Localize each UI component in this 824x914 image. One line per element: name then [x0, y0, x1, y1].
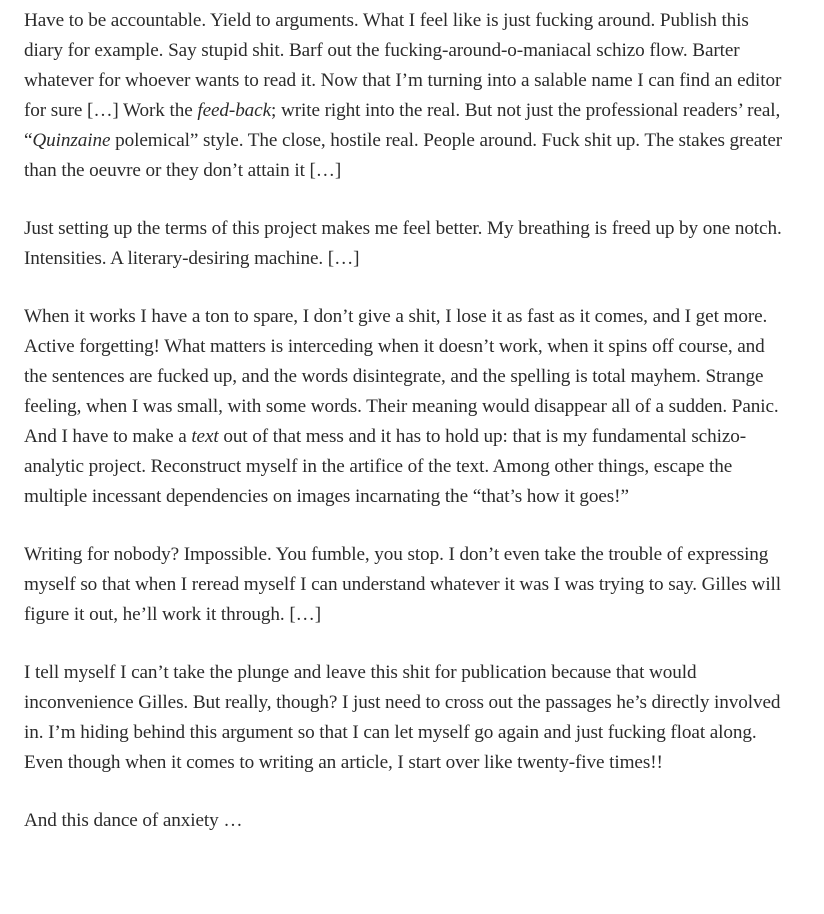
paragraph-2	[24, 214, 784, 274]
text-run: Have to be accountable. Yield to arguments. What I feel like is just fucking around. Publish this diary for example. Say stupid shit. Barf out the fucking-around-o-maniacal schizo flow. Barter whatever for whoever wants to read it. Now that I’m turning into a salable name I can find an editor for sure […] Work the	[24, 10, 782, 121]
paragraph-6	[24, 806, 784, 836]
text-run: polemical” style. The close, hostile real. People around. Fuck shit up. The stakes greater than the oeuvre or they don’t attain it […]	[24, 130, 783, 181]
text-run: Just setting up the terms of this project makes me feel better. My breathing is freed up by one notch. Intensities. A literary-desiring machine. […]	[24, 218, 782, 269]
text-run: I tell myself I can’t take the plunge and leave this shit for publication because that would inconvenience Gilles. But really, though? I just need to cross out the passages he’s directly involved in. I’m hiding behind this argument so that I can let myself go again and just fucking float along. Even though when it comes to writing an article, I start over like twenty-five times!!	[24, 662, 781, 773]
paragraph-3	[24, 302, 784, 512]
italic-run: feed-back	[197, 100, 272, 121]
text-run: And this dance of anxiety …	[24, 810, 243, 831]
paragraph-4	[24, 540, 784, 630]
italic-run: Quinzaine	[32, 130, 111, 151]
text-run: Writing for nobody? Impossible. You fumble, you stop. I don’t even take the trouble of expressing myself so that when I reread myself I can understand whatever it was I was trying to say. Gilles will figure it out, he’ll work it through. […]	[24, 544, 782, 625]
paragraph-5	[24, 658, 784, 778]
text-run: ; write right into the real. But not just the professional readers’ real, “	[24, 100, 781, 151]
italic-run: text	[191, 426, 219, 447]
paragraph-1	[24, 6, 784, 186]
text-run: out of that mess and it has to hold up: that is my fundamental schizo-analytic project. Reconstruct myself in the artifice of the text. Among other things, escape the multiple incessant dependencies on images incarnating the “that’s how it goes!”	[24, 426, 747, 507]
text-run: When it works I have a ton to spare, I don’t give a shit, I lose it as fast as it comes, and I get more. Active forgetting! What matters is interceding when it doesn’t work, when it spins off course, and the sentences are fucked up, and the words disintegrate, and the spelling is total mayhem. Strange feeling, when I was small, with some words. Their meaning would disappear all of a sudden. Panic. And I have to make a	[24, 306, 779, 447]
